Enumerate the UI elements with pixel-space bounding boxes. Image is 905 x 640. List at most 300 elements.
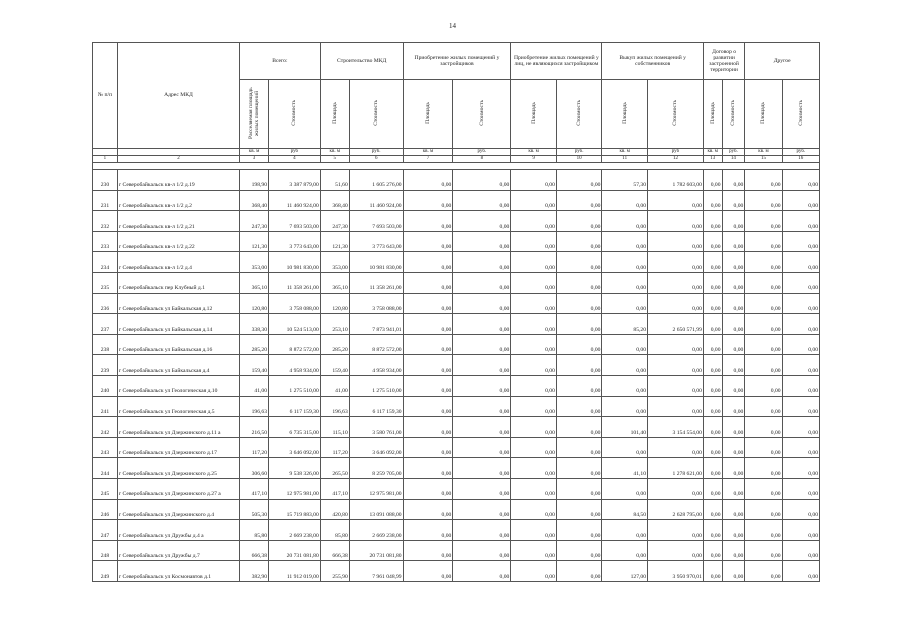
address-cell: г Северобайкальск ул Дзержинского д.25	[117, 458, 239, 479]
value-cell: 0,00	[745, 211, 782, 232]
value-cell: 1 275 510,00	[269, 375, 321, 396]
value-cell: 85,20	[602, 314, 648, 335]
value-cell: 0,00	[602, 540, 648, 561]
value-cell: 0,00	[556, 355, 602, 376]
value-cell: 127,00	[602, 561, 648, 582]
value-cell: 0,00	[511, 540, 557, 561]
value-cell: 0,00	[722, 437, 745, 458]
value-cell: 253,10	[320, 314, 349, 335]
header-resettled-area-label: Расселяемая площадь жилых помещений	[247, 87, 261, 139]
header-cost: Стоимость	[576, 100, 583, 126]
row-number: 245	[93, 478, 118, 499]
value-cell: 85,80	[320, 520, 349, 541]
unit-cell: кв. м	[602, 149, 648, 156]
value-cell: 0,00	[648, 478, 704, 499]
value-cell: 0,00	[453, 375, 511, 396]
value-cell: 0,00	[782, 190, 819, 211]
value-cell: 0,00	[648, 375, 704, 396]
value-cell: 0,00	[556, 499, 602, 520]
address-cell: г Северобайкальск ул Дзержинского д.4	[117, 499, 239, 520]
value-cell: 0,00	[556, 478, 602, 499]
value-cell: 0,00	[453, 170, 511, 191]
row-number: 244	[93, 458, 118, 479]
column-number: 8	[453, 156, 511, 163]
header-area: Площадь	[530, 102, 537, 124]
value-cell: 8 872 572,00	[349, 334, 403, 355]
value-cell: 0,00	[782, 355, 819, 376]
row-number: 248	[93, 540, 118, 561]
row-number: 241	[93, 396, 118, 417]
value-cell: 0,00	[703, 437, 722, 458]
value-cell: 247,30	[240, 211, 269, 232]
value-cell: 3 646 092,00	[269, 437, 321, 458]
value-cell: 0,00	[782, 478, 819, 499]
value-cell: 159,40	[320, 355, 349, 376]
value-cell: 306,60	[240, 458, 269, 479]
value-cell: 41,10	[602, 458, 648, 479]
header-buyout: Выкуп жилых помещений у собственников	[602, 43, 703, 80]
row-number: 235	[93, 272, 118, 293]
column-number: 6	[349, 156, 403, 163]
value-cell: 0,00	[556, 520, 602, 541]
column-numbers-row	[93, 156, 820, 163]
value-cell: 101,40	[602, 417, 648, 438]
column-number: 12	[648, 156, 704, 163]
value-cell: 0,00	[453, 437, 511, 458]
value-cell: 0,00	[453, 272, 511, 293]
header-construction: Строительство МКД	[320, 43, 403, 80]
value-cell: 0,00	[722, 540, 745, 561]
value-cell: 0,00	[453, 314, 511, 335]
value-cell: 12 975 981,00	[349, 478, 403, 499]
value-cell: 285,20	[240, 334, 269, 355]
row-number: 246	[93, 499, 118, 520]
value-cell: 0,00	[722, 499, 745, 520]
value-cell: 0,00	[403, 355, 453, 376]
value-cell: 0,00	[745, 190, 782, 211]
value-cell: 9 538 326,00	[269, 458, 321, 479]
value-cell: 0,00	[782, 314, 819, 335]
value-cell: 115,10	[320, 417, 349, 438]
value-cell: 51,60	[320, 170, 349, 191]
value-cell: 0,00	[648, 540, 704, 561]
value-cell: 0,00	[745, 334, 782, 355]
table-row	[93, 396, 820, 417]
row-number: 234	[93, 252, 118, 273]
row-number: 230	[93, 170, 118, 191]
value-cell: 198,90	[240, 170, 269, 191]
value-cell: 4 958 934,00	[349, 355, 403, 376]
value-cell: 0,00	[703, 520, 722, 541]
value-cell: 0,00	[745, 458, 782, 479]
header-development-agreement: Договор о развитии застроенной территории	[703, 43, 744, 80]
units-row	[93, 149, 820, 156]
value-cell: 7 873 941,01	[349, 314, 403, 335]
unit-cell: руб.	[453, 149, 511, 156]
value-cell: 1 605 276,00	[349, 170, 403, 191]
value-cell: 6 117 159,30	[349, 396, 403, 417]
value-cell: 0,00	[556, 437, 602, 458]
header-other: Другое	[745, 43, 820, 80]
column-number: 1	[93, 156, 118, 163]
value-cell: 15 719 883,00	[269, 499, 321, 520]
unit-cell: руб.	[349, 149, 403, 156]
address-cell: г Северобайкальск ул Дружбы д.4 а	[117, 520, 239, 541]
value-cell: 353,00	[240, 252, 269, 273]
value-cell: 0,00	[722, 396, 745, 417]
value-cell: 0,00	[703, 355, 722, 376]
value-cell: 0,00	[703, 272, 722, 293]
value-cell: 0,00	[453, 540, 511, 561]
value-cell: 0,00	[453, 355, 511, 376]
header-address: Адрес МКД	[117, 43, 239, 149]
table-row	[93, 458, 820, 479]
value-cell: 0,00	[722, 231, 745, 252]
value-cell: 0,00	[782, 211, 819, 232]
header-cost: Стоимость	[373, 100, 380, 126]
value-cell: 0,00	[703, 540, 722, 561]
value-cell: 0,00	[648, 231, 704, 252]
row-number: 243	[93, 437, 118, 458]
value-cell: 3 154 554,00	[648, 417, 704, 438]
row-number: 232	[93, 211, 118, 232]
value-cell: 247,30	[320, 211, 349, 232]
table-row	[93, 314, 820, 335]
value-cell: 0,00	[453, 458, 511, 479]
value-cell: 0,00	[453, 334, 511, 355]
address-cell: г Северобайкальск ул Дружбы д.7	[117, 540, 239, 561]
table-row	[93, 478, 820, 499]
value-cell: 0,00	[648, 520, 704, 541]
header-area: Площадь	[709, 102, 716, 124]
value-cell: 420,80	[320, 499, 349, 520]
value-cell: 0,00	[782, 561, 819, 582]
value-cell: 0,00	[722, 293, 745, 314]
value-cell: 0,00	[782, 520, 819, 541]
value-cell: 0,00	[722, 520, 745, 541]
value-cell: 0,00	[722, 190, 745, 211]
table-row	[93, 231, 820, 252]
value-cell: 368,40	[320, 190, 349, 211]
column-number: 5	[320, 156, 349, 163]
value-cell: 0,00	[602, 231, 648, 252]
value-cell: 0,00	[556, 540, 602, 561]
value-cell: 0,00	[403, 272, 453, 293]
value-cell: 0,00	[703, 561, 722, 582]
value-cell: 120,80	[240, 293, 269, 314]
value-cell: 0,00	[453, 252, 511, 273]
value-cell: 0,00	[602, 396, 648, 417]
value-cell: 0,00	[745, 417, 782, 438]
value-cell: 0,00	[511, 170, 557, 191]
value-cell: 121,30	[240, 231, 269, 252]
value-cell: 3 773 643,00	[349, 231, 403, 252]
value-cell: 216,50	[240, 417, 269, 438]
value-cell: 0,00	[745, 355, 782, 376]
value-cell: 3 646 092,00	[349, 437, 403, 458]
value-cell: 10 524 513,00	[269, 314, 321, 335]
value-cell: 0,00	[453, 417, 511, 438]
value-cell: 0,00	[648, 272, 704, 293]
table-row	[93, 499, 820, 520]
value-cell: 0,00	[722, 417, 745, 438]
value-cell: 0,00	[782, 375, 819, 396]
row-number: 247	[93, 520, 118, 541]
value-cell: 0,00	[403, 334, 453, 355]
value-cell: 8 259 705,00	[349, 458, 403, 479]
row-number: 240	[93, 375, 118, 396]
value-cell: 0,00	[403, 458, 453, 479]
unit-cell: кв. м	[703, 149, 722, 156]
table-row	[93, 190, 820, 211]
value-cell: 0,00	[722, 170, 745, 191]
unit-cell: кв. м	[320, 149, 349, 156]
value-cell: 0,00	[403, 211, 453, 232]
value-cell: 0,00	[453, 561, 511, 582]
address-cell: г Северобайкальск ул Дзержинского д.11 а	[117, 417, 239, 438]
value-cell: 0,00	[782, 231, 819, 252]
value-cell: 0,00	[703, 231, 722, 252]
value-cell: 0,00	[403, 231, 453, 252]
value-cell: 0,00	[403, 190, 453, 211]
header-cost: Стоимость	[672, 100, 679, 126]
value-cell: 6 735 315,00	[269, 417, 321, 438]
address-cell: г Северобайкальск кв-л 1/2 д.2	[117, 190, 239, 211]
unit-cell: кв. м	[745, 149, 782, 156]
value-cell: 0,00	[403, 170, 453, 191]
value-cell: 1 278 621,00	[648, 458, 704, 479]
value-cell: 0,00	[602, 293, 648, 314]
unit-cell: руб.	[722, 149, 745, 156]
value-cell: 0,00	[703, 499, 722, 520]
value-cell: 0,00	[648, 334, 704, 355]
value-cell: 3 580 761,00	[349, 417, 403, 438]
unit-cell: руб.	[782, 149, 819, 156]
value-cell: 1 782 603,00	[648, 170, 704, 191]
value-cell: 417,10	[240, 478, 269, 499]
table-row	[93, 170, 820, 191]
value-cell: 0,00	[703, 334, 722, 355]
value-cell: 0,00	[745, 272, 782, 293]
spacer-row	[93, 163, 820, 170]
value-cell: 0,00	[782, 540, 819, 561]
value-cell: 0,00	[556, 417, 602, 438]
value-cell: 265,50	[320, 458, 349, 479]
value-cell: 0,00	[703, 211, 722, 232]
table-row	[93, 211, 820, 232]
value-cell: 0,00	[511, 396, 557, 417]
value-cell: 255,90	[320, 561, 349, 582]
address-cell: г Северобайкальск ул Космонавтов д.1	[117, 561, 239, 582]
column-number: 7	[403, 156, 453, 163]
value-cell: 0,00	[511, 355, 557, 376]
value-cell: 20 731 081,80	[269, 540, 321, 561]
header-acquire-developers: Приобретение жилых помещений у застройщиков	[403, 43, 511, 80]
value-cell: 0,00	[703, 314, 722, 335]
value-cell: 666,38	[240, 540, 269, 561]
row-number: 233	[93, 231, 118, 252]
value-cell: 285,20	[320, 334, 349, 355]
value-cell: 0,00	[556, 231, 602, 252]
header-acquire-non-developers: Приобретение жилых помещений у лиц, не являющихся застройщиком	[511, 43, 602, 80]
value-cell: 0,00	[556, 458, 602, 479]
value-cell: 0,00	[602, 478, 648, 499]
value-cell: 0,00	[453, 293, 511, 314]
value-cell: 13 091 088,00	[349, 499, 403, 520]
value-cell: 0,00	[648, 293, 704, 314]
value-cell: 0,00	[722, 478, 745, 499]
value-cell: 0,00	[722, 211, 745, 232]
address-cell: г Северобайкальск кв-л 1/2 д.4	[117, 252, 239, 273]
value-cell: 0,00	[403, 499, 453, 520]
value-cell: 11 912 019,00	[269, 561, 321, 582]
table-row	[93, 375, 820, 396]
value-cell: 0,00	[703, 458, 722, 479]
value-cell: 121,30	[320, 231, 349, 252]
value-cell: 3 773 643,00	[269, 231, 321, 252]
table-row	[93, 540, 820, 561]
value-cell: 0,00	[648, 355, 704, 376]
value-cell: 353,00	[320, 252, 349, 273]
resettlement-table	[92, 42, 820, 582]
value-cell: 0,00	[556, 334, 602, 355]
value-cell: 382,90	[240, 561, 269, 582]
unit-cell: руб	[269, 149, 321, 156]
address-cell: г Северобайкальск ул Геологическая д.10	[117, 375, 239, 396]
value-cell: 0,00	[722, 252, 745, 273]
page-number: 14	[449, 22, 456, 30]
value-cell: 4 958 934,00	[269, 355, 321, 376]
address-cell: г Северобайкальск ул Байкальская д.16	[117, 334, 239, 355]
value-cell: 0,00	[782, 437, 819, 458]
value-cell: 0,00	[511, 293, 557, 314]
value-cell: 41,00	[320, 375, 349, 396]
column-number: 3	[240, 156, 269, 163]
table-row	[93, 561, 820, 582]
value-cell: 0,00	[703, 478, 722, 499]
value-cell: 117,20	[240, 437, 269, 458]
value-cell: 0,00	[782, 396, 819, 417]
value-cell: 2 669 238,00	[349, 520, 403, 541]
value-cell: 0,00	[745, 540, 782, 561]
value-cell: 8 872 572,00	[269, 334, 321, 355]
table-row	[93, 437, 820, 458]
value-cell: 0,00	[403, 396, 453, 417]
column-number: 16	[782, 156, 819, 163]
header-row-number: № п/п	[93, 43, 118, 149]
value-cell: 505,30	[240, 499, 269, 520]
value-cell: 0,00	[745, 561, 782, 582]
value-cell: 2 650 571,99	[648, 314, 704, 335]
row-number: 236	[93, 293, 118, 314]
value-cell: 0,00	[511, 252, 557, 273]
unit-cell: руб	[648, 149, 704, 156]
row-number: 231	[93, 190, 118, 211]
value-cell: 0,00	[453, 520, 511, 541]
value-cell: 0,00	[745, 231, 782, 252]
row-number: 237	[93, 314, 118, 335]
value-cell: 3 387 879,00	[269, 170, 321, 191]
row-number: 249	[93, 561, 118, 582]
address-cell: г Северобайкальск ул Байкальская д.4	[117, 355, 239, 376]
header-row-groups	[93, 43, 820, 80]
table-body	[93, 170, 820, 582]
value-cell: 0,00	[602, 334, 648, 355]
column-number: 10	[556, 156, 602, 163]
value-cell: 12 975 981,00	[269, 478, 321, 499]
value-cell: 0,00	[511, 520, 557, 541]
value-cell: 0,00	[648, 252, 704, 273]
value-cell: 0,00	[453, 499, 511, 520]
header-cost: Стоимость	[478, 100, 485, 126]
value-cell: 0,00	[556, 293, 602, 314]
value-cell: 0,00	[511, 272, 557, 293]
value-cell: 0,00	[511, 190, 557, 211]
value-cell: 57,30	[602, 170, 648, 191]
value-cell: 0,00	[602, 272, 648, 293]
header-area: Площадь	[331, 102, 338, 124]
value-cell: 0,00	[745, 293, 782, 314]
value-cell: 0,00	[602, 437, 648, 458]
value-cell: 0,00	[782, 293, 819, 314]
value-cell: 0,00	[703, 170, 722, 191]
value-cell: 0,00	[722, 458, 745, 479]
address-cell: г Северобайкальск ул Дзержинского д.27 а	[117, 478, 239, 499]
value-cell: 0,00	[511, 437, 557, 458]
value-cell: 0,00	[782, 499, 819, 520]
value-cell: 0,00	[722, 375, 745, 396]
value-cell: 1 275 510,00	[349, 375, 403, 396]
value-cell: 0,00	[745, 314, 782, 335]
column-number: 13	[703, 156, 722, 163]
value-cell: 10 981 830,00	[269, 252, 321, 273]
value-cell: 0,00	[403, 314, 453, 335]
value-cell: 0,00	[511, 375, 557, 396]
unit-cell: кв. м	[240, 149, 269, 156]
value-cell: 10 981 830,00	[349, 252, 403, 273]
value-cell: 0,00	[602, 520, 648, 541]
value-cell: 0,00	[403, 252, 453, 273]
row-number: 242	[93, 417, 118, 438]
address-cell: г Северобайкальск кв-л 1/2 д.21	[117, 211, 239, 232]
value-cell: 3 758 088,00	[269, 293, 321, 314]
value-cell: 0,00	[703, 417, 722, 438]
value-cell: 365,10	[320, 272, 349, 293]
value-cell: 11 460 924,00	[349, 190, 403, 211]
value-cell: 0,00	[556, 396, 602, 417]
value-cell: 0,00	[556, 314, 602, 335]
value-cell: 0,00	[556, 252, 602, 273]
value-cell: 0,00	[556, 190, 602, 211]
value-cell: 20 731 081,80	[349, 540, 403, 561]
unit-cell: кв. м	[403, 149, 453, 156]
column-number: 4	[269, 156, 321, 163]
value-cell: 0,00	[703, 396, 722, 417]
value-cell: 0,00	[782, 272, 819, 293]
column-number: 11	[602, 156, 648, 163]
value-cell: 117,20	[320, 437, 349, 458]
value-cell: 0,00	[556, 272, 602, 293]
header-cost: Стоимость	[291, 100, 298, 126]
value-cell: 0,00	[453, 231, 511, 252]
value-cell: 7 693 503,00	[349, 211, 403, 232]
value-cell: 0,00	[602, 211, 648, 232]
value-cell: 0,00	[745, 170, 782, 191]
value-cell: 0,00	[556, 170, 602, 191]
table-row	[93, 417, 820, 438]
value-cell: 0,00	[602, 252, 648, 273]
header-cost: Стоимость	[797, 100, 804, 126]
